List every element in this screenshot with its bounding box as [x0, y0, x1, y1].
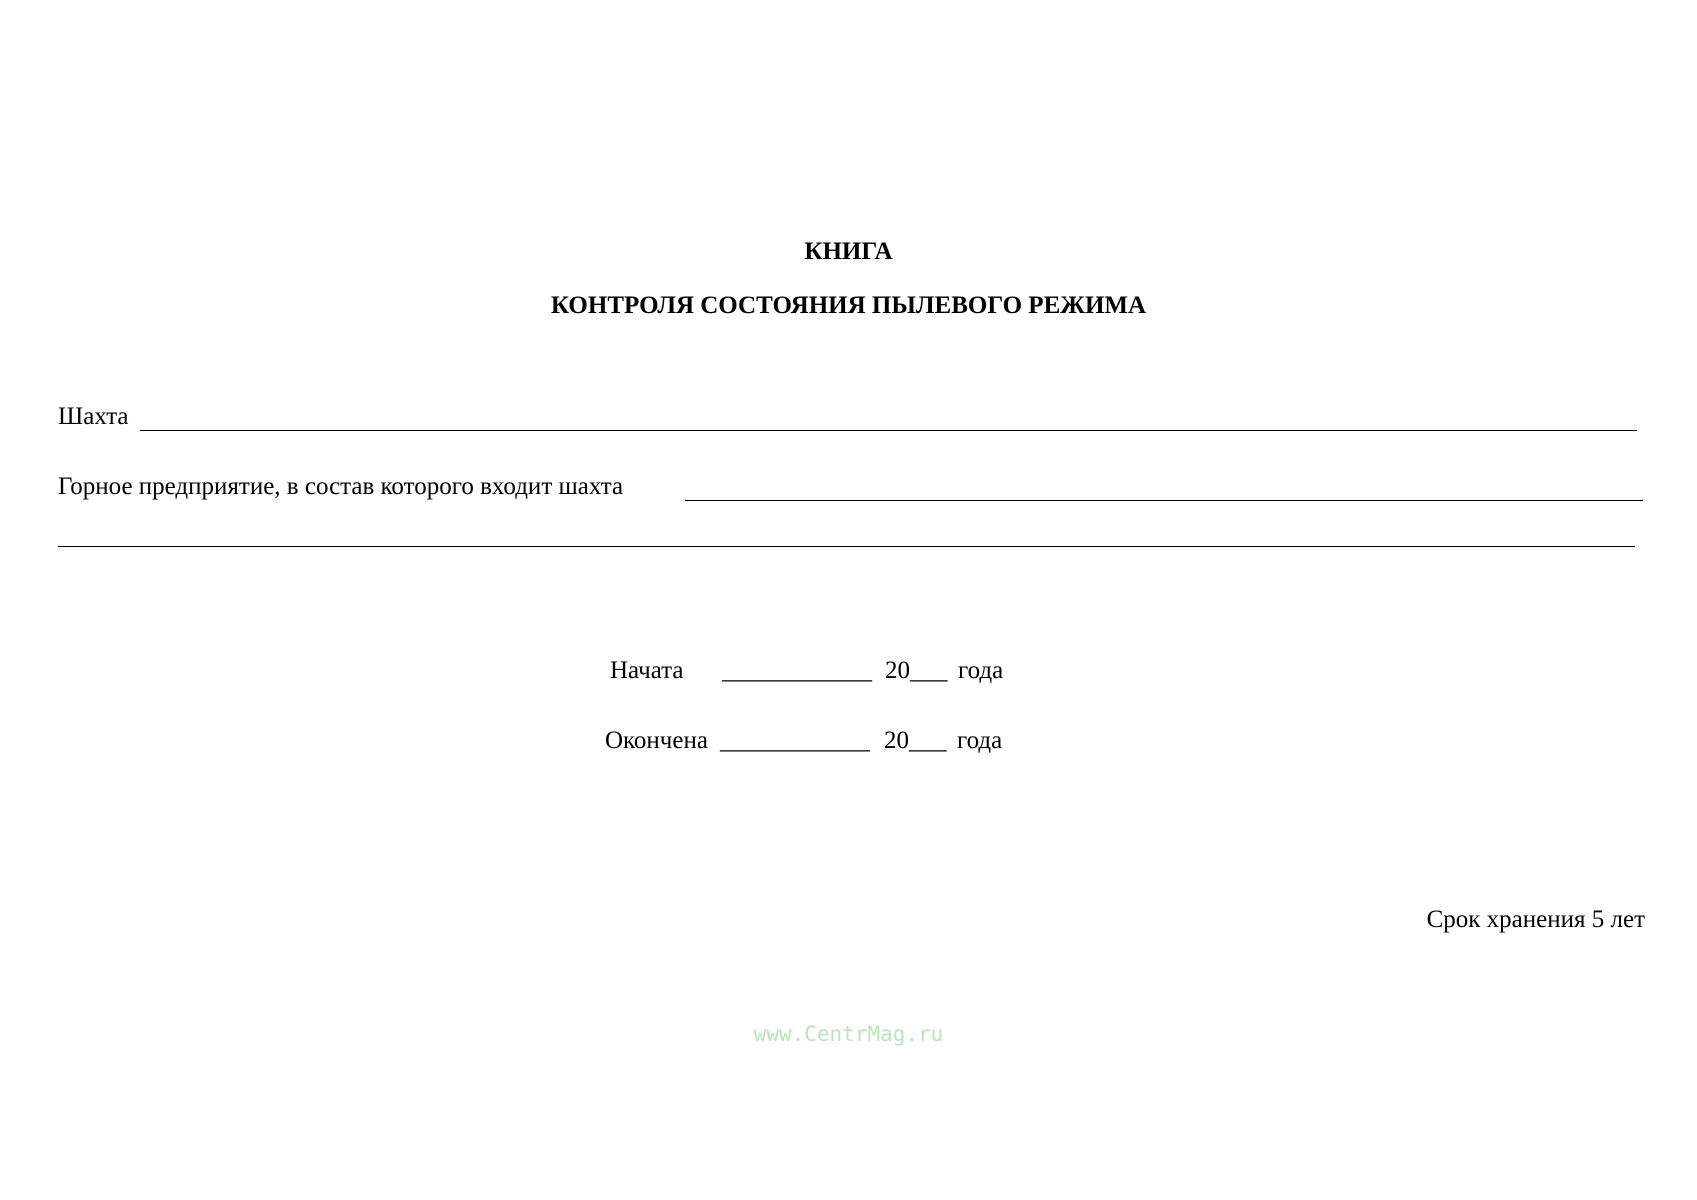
watermark-text: www.CentrMag.ru — [753, 1022, 944, 1046]
ended-date-blank: ____________ — [720, 727, 870, 754]
started-year: 20___ — [885, 657, 948, 684]
mine-field-line — [140, 430, 1637, 431]
document-title: КНИГА — [804, 238, 893, 265]
ended-label: Окончена — [605, 727, 708, 754]
retention-period: Срок хранения 5 лет — [1426, 906, 1645, 933]
ended-year-suffix: года — [957, 727, 1003, 754]
mine-label: Шахта — [58, 403, 129, 430]
started-year-suffix: года — [958, 657, 1004, 684]
enterprise-field-line — [685, 500, 1643, 501]
started-label: Начата — [610, 657, 684, 684]
enterprise-field-line-2 — [58, 546, 1635, 547]
started-date-blank: ____________ — [722, 657, 872, 684]
enterprise-label: Горное предприятие, в состав которого входит шахта — [58, 473, 624, 500]
document-subtitle: КОНТРОЛЯ СОСТОЯНИЯ ПЫЛЕВОГО РЕЖИМА — [550, 292, 1147, 319]
ended-year: 20___ — [884, 727, 947, 754]
